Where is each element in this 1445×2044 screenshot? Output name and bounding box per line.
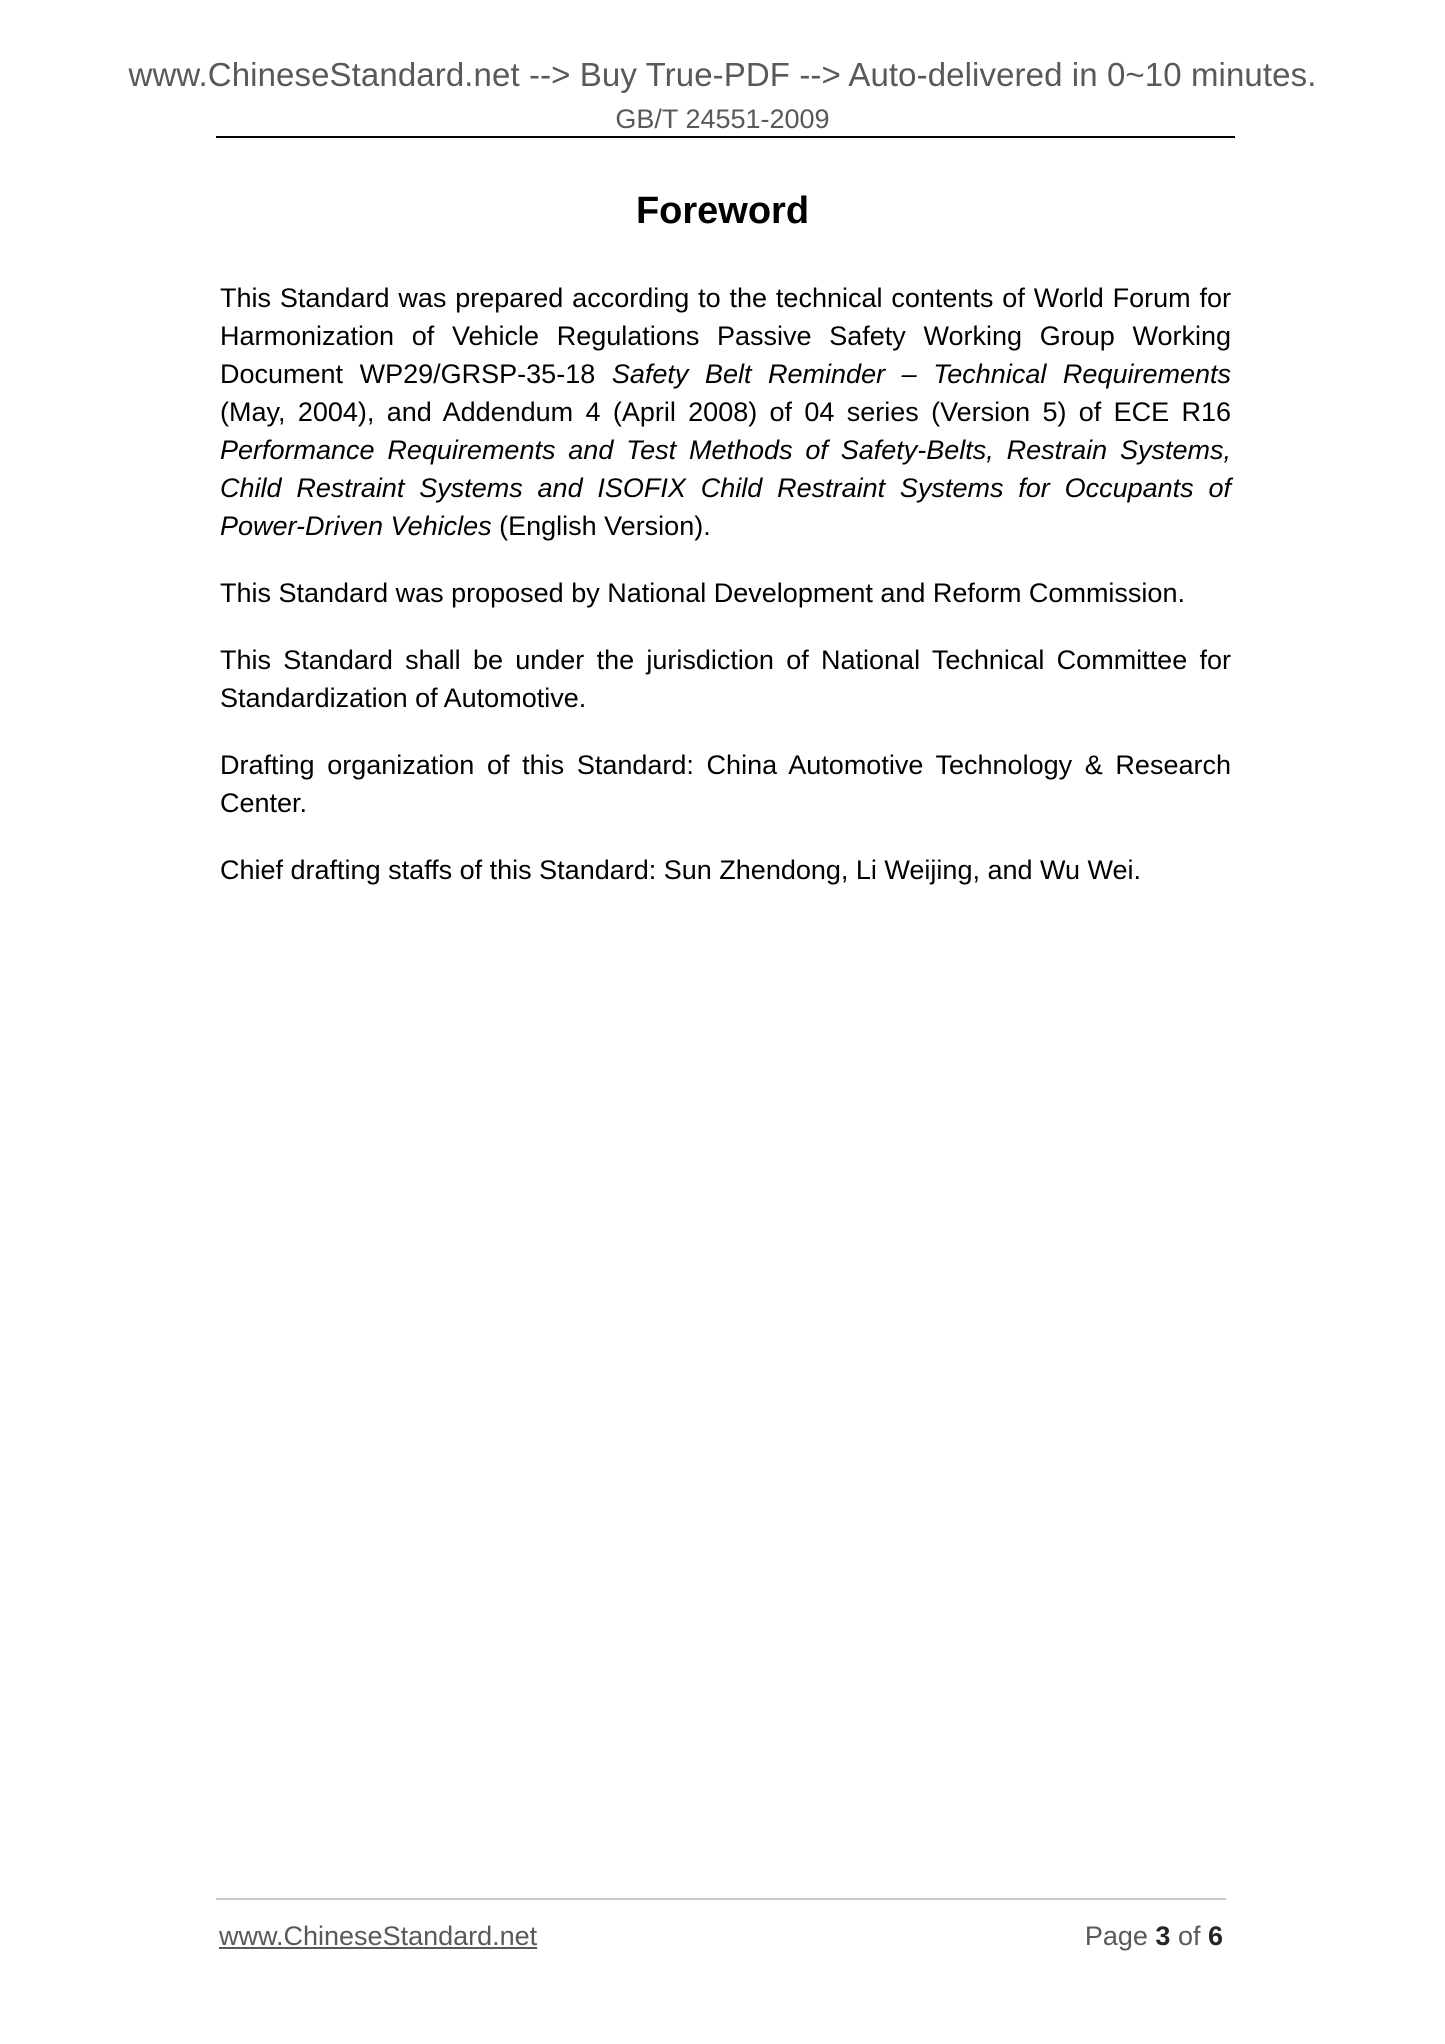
page-separator: of — [1170, 1921, 1208, 1951]
paragraph-text: (English Version). — [491, 511, 711, 541]
page-label: Page — [1084, 1921, 1156, 1951]
header-divider — [216, 136, 1235, 138]
current-page: 3 — [1155, 1921, 1171, 1951]
paragraph-drafting-organization: Drafting organization of this Standard: China Automotive Technology & Research Center. — [220, 750, 1231, 818]
standard-number: GB/T 24551-2009 — [615, 104, 830, 134]
paragraph-text: This Standard was prepared according to the technical contents of World Forum for Harmonization of Vehicle Regulations Passive Safety Working Group Working Document WP29/GRSP-35-18 — [220, 283, 1231, 389]
page-title: Foreword — [635, 190, 810, 232]
footer-divider — [216, 1898, 1226, 1900]
total-pages: 6 — [1207, 1921, 1223, 1951]
footer-website-link[interactable]: www.ChineseStandard.net — [219, 1921, 538, 1951]
paragraph-preparation-basis — [220, 279, 1231, 545]
document-title-italic: Safety Belt Reminder – Technical Requirements — [611, 359, 1231, 389]
page-number — [1085, 1921, 1223, 1952]
regulation-title-italic: Performance Requirements and Test Methods of Safety-Belts, Restrain Systems, Child Restraint Systems and ISOFIX Child Restraint Systems for Occupants of Power-Driven Vehicles — [220, 435, 1231, 541]
paragraph-text: (May, 2004), and Addendum 4 (April 2008) of 04 series (Version 5) of ECE R16 — [220, 397, 1231, 427]
header-banner: www.ChineseStandard.net --> Buy True-PDF --> Auto-delivered in 0~10 minutes. — [128, 56, 1317, 93]
paragraph-proposed-by: This Standard was proposed by National Development and Reform Commission. — [220, 578, 1185, 608]
foreword-body — [220, 279, 1231, 889]
paragraph-drafting-staff: Chief drafting staffs of this Standard: Sun Zhendong, Li Weijing, and Wu Wei. — [220, 855, 1142, 885]
paragraph-jurisdiction: This Standard shall be under the jurisdiction of National Technical Committee for Standardization of Automotive. — [220, 645, 1231, 713]
